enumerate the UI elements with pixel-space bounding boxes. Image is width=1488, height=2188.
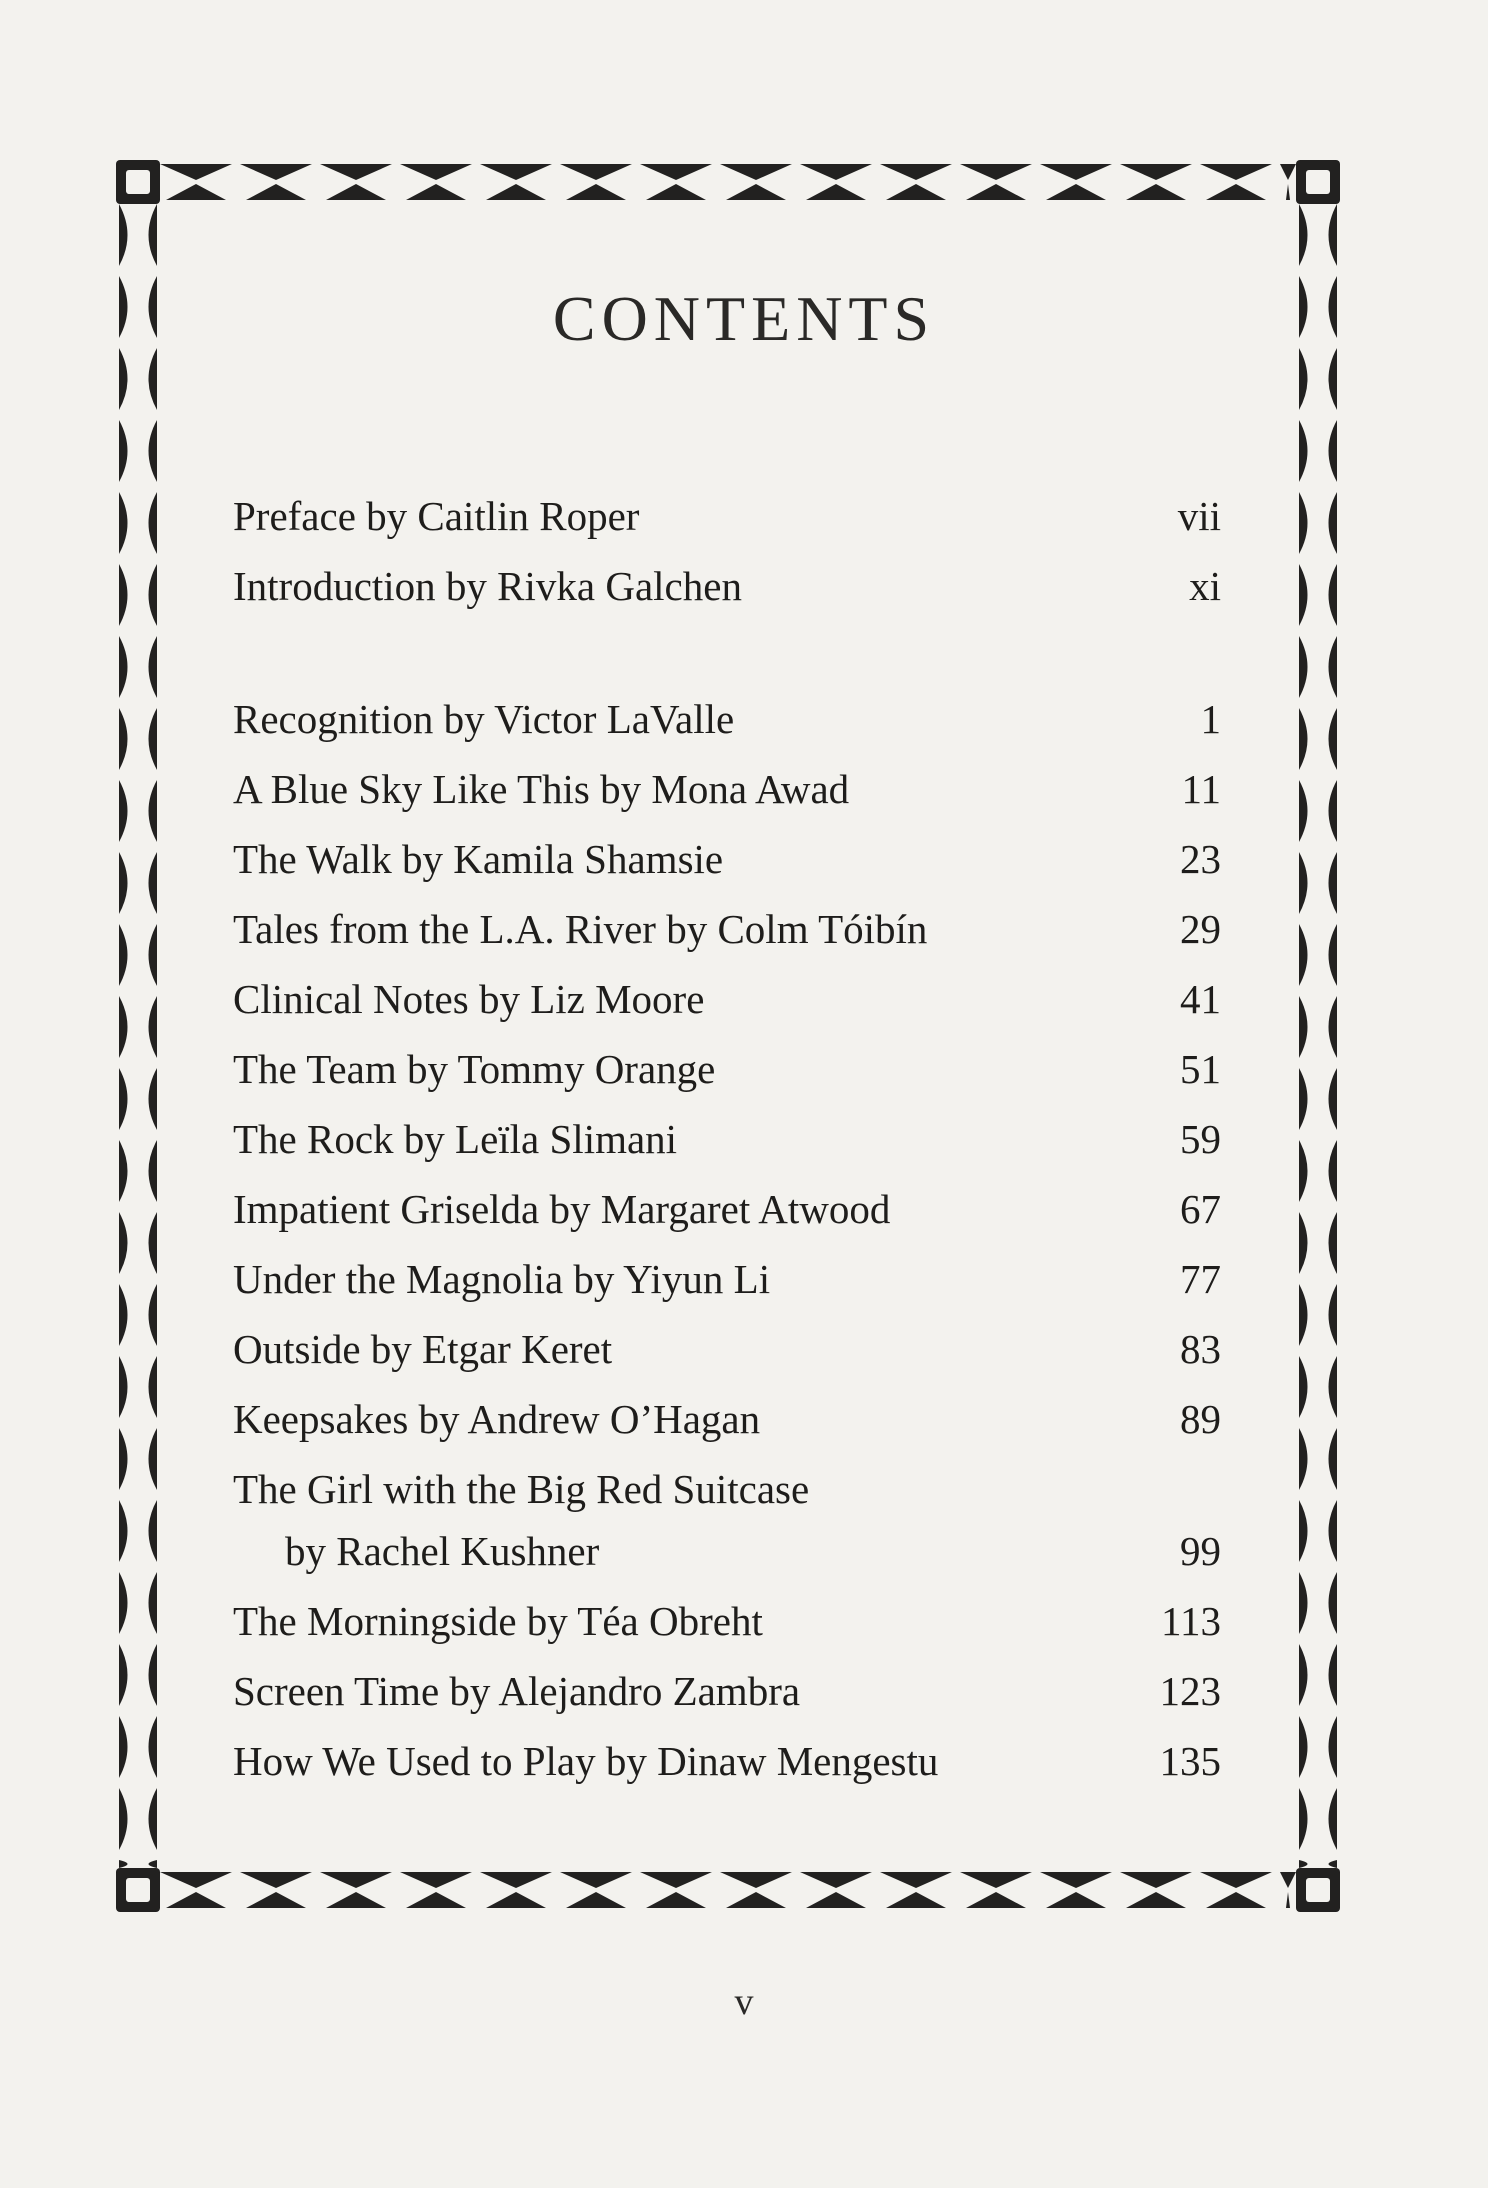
toc-entry-title: The Team by Tommy Orange <box>233 1046 716 1092</box>
toc-entry-title: Introduction by Rivka Galchen <box>233 563 742 609</box>
toc-entry-title: Preface by Caitlin Roper <box>233 493 640 539</box>
page-number: v <box>734 1981 754 2023</box>
toc-entry-page: 67 <box>1180 1186 1221 1232</box>
toc-entry-title: Keepsakes by Andrew O’Hagan <box>233 1396 761 1442</box>
toc-entry-story[interactable] <box>233 1395 1221 1457</box>
toc-entry-title: How We Used to Play by Dinaw Mengestu <box>233 1738 939 1784</box>
toc-entry-story[interactable] <box>233 1185 1221 1247</box>
toc-entry-introduction[interactable] <box>233 562 1221 624</box>
toc-entry-title: A Blue Sky Like This by Mona Awad <box>233 766 850 812</box>
toc-entry-story[interactable] <box>233 1115 1221 1177</box>
toc-entry-story[interactable] <box>233 765 1221 827</box>
toc-entry-title: The Girl with the Big Red Suitcase <box>233 1466 810 1512</box>
toc-entry-story[interactable] <box>233 905 1221 967</box>
toc-entry-page: 29 <box>1180 906 1221 952</box>
toc-entry-page: 89 <box>1180 1396 1221 1442</box>
toc-entry-page: 23 <box>1180 836 1221 882</box>
toc-entry-preface[interactable] <box>233 492 1221 554</box>
contents-heading: CONTENTS <box>552 283 936 354</box>
toc-entry-title: The Walk by Kamila Shamsie <box>233 836 724 882</box>
toc-entry-title: The Rock by Leïla Slimani <box>233 1116 678 1162</box>
toc-entry-title: Clinical Notes by Liz Moore <box>233 976 705 1022</box>
toc-entry-title: Screen Time by Alejandro Zambra <box>233 1668 801 1714</box>
toc-entry-page: 123 <box>1159 1668 1221 1714</box>
toc-entry-page: 1 <box>1200 696 1221 742</box>
toc-entry-title: Impatient Griselda by Margaret Atwood <box>233 1186 891 1232</box>
toc-entry-page: xi <box>1189 563 1221 609</box>
toc-entry-title: Tales from the L.A. River by Colm Tóibín <box>233 906 928 952</box>
toc-entry-title: Recognition by Victor LaValle <box>233 696 735 742</box>
toc-entry-story[interactable] <box>233 975 1221 1037</box>
toc-entry-page: 59 <box>1180 1116 1221 1162</box>
toc-entry-page: 77 <box>1180 1256 1221 1302</box>
toc-entry-story[interactable] <box>233 835 1221 897</box>
toc-entry-story[interactable] <box>233 1465 1221 1589</box>
toc-entry-story[interactable] <box>233 1667 1221 1729</box>
toc-entry-page: 113 <box>1161 1598 1221 1644</box>
toc-entry-page: 41 <box>1180 976 1221 1022</box>
toc-entry-page: 51 <box>1180 1046 1221 1092</box>
toc-entry-title: Under the Magnolia by Yiyun Li <box>233 1256 771 1302</box>
toc-entry-page: 99 <box>1180 1528 1221 1574</box>
toc-entry-page: vii <box>1177 493 1221 539</box>
toc-entry-page: 135 <box>1159 1738 1221 1784</box>
toc-entry-title: The Morningside by Téa Obreht <box>233 1598 763 1644</box>
toc-entry-page: 83 <box>1180 1326 1221 1372</box>
toc-entry-title-continued: by Rachel Kushner <box>285 1528 600 1574</box>
toc-entry-story[interactable] <box>233 695 1221 757</box>
toc-entry-story[interactable] <box>233 1597 1221 1659</box>
toc-entry-story[interactable] <box>233 1045 1221 1107</box>
toc-entry-page: 11 <box>1181 766 1221 812</box>
toc-entry-story[interactable] <box>233 1737 1221 1799</box>
toc-entry-title: Outside by Etgar Keret <box>233 1326 613 1372</box>
toc-entry-story[interactable] <box>233 1255 1221 1317</box>
toc-entry-story[interactable] <box>233 1325 1221 1387</box>
